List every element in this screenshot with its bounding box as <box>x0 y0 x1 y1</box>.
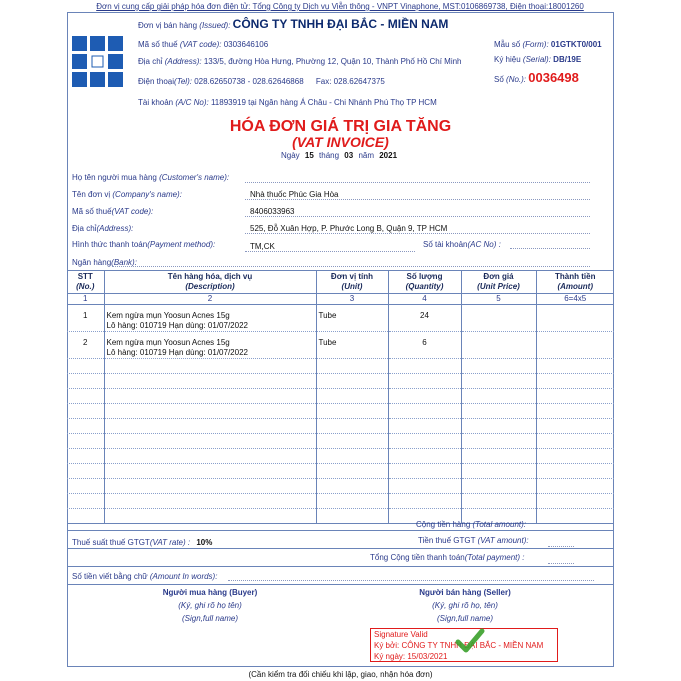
item-unit: Tube <box>316 332 388 359</box>
items-table <box>67 270 614 524</box>
empty-row <box>67 404 614 419</box>
item-lot: Lô hàng: 010719 Hạn dùng: 01/07/2022 <box>106 348 248 357</box>
empty-row <box>67 374 614 389</box>
buyer-account-label: Số tài khoản(AC No) : <box>423 240 501 249</box>
provider-note: Đơn vị cung cấp giải pháp hóa đơn điện tử: Tổng Công ty Dịch vụ Viễn thông - VNPT Vinaphone, MST:0106869738, Điện thoại:18001260 <box>96 2 584 11</box>
seller-account: Tài khoản (A/C No): 11893919 tại Ngân hàng Á Châu - Chi Nhánh Phú Thọ TP HCM <box>138 98 437 107</box>
buyer-sign-title: Người mua hàng (Buyer) <box>162 588 258 597</box>
item-quantity: 6 <box>388 332 461 359</box>
invoice-form: Mẫu số (Form): 01GTKT0/001 <box>494 40 602 49</box>
bottom-note: (Cần kiểm tra đối chiếu khi lập, giao, nhận hóa đơn) <box>248 670 433 679</box>
seller-sign-sub: (Ký, ghi rõ họ, tên) <box>432 601 498 610</box>
invoice-subtitle: (VAT INVOICE) <box>292 134 389 150</box>
seller-sign-sub-en: (Sign,full name) <box>436 614 494 623</box>
col-header-description: Tên hàng hóa, dịch vụ (Description) <box>104 271 316 294</box>
buyer-payment: TM,CK <box>250 242 275 251</box>
empty-row <box>67 389 614 404</box>
seller-phone: Điện thoại(Tel): 028.62650738 - 028.62646868 Fax: 028.62647375 <box>138 77 385 86</box>
divider <box>67 584 614 585</box>
divider <box>67 566 614 567</box>
buyer-name-line <box>245 182 590 183</box>
empty-row <box>67 449 614 464</box>
buyer-tax-line <box>245 216 590 217</box>
seller-address: Địa chỉ (Address): 133/5, đường Hòa Hưng, Phường 12, Quận 10, Thành Phố Hồ Chí Minh <box>138 57 462 66</box>
amount-words-line <box>228 580 594 581</box>
buyer-sign-sub: (Ký, ghi rõ họ tên) <box>178 601 242 610</box>
buyer-tax-code: 8406033963 <box>250 207 295 216</box>
seller-tax: Mã số thuế (VAT code): 0303646106 <box>138 40 269 49</box>
subtotal-label: Cộng tiền hàng (Total amount): <box>416 520 527 529</box>
total-line <box>548 563 574 564</box>
buyer-company: Nhà thuốc Phúc Gia Hòa <box>250 190 339 199</box>
empty-row <box>67 359 614 374</box>
invoice-date: Ngày 15 tháng 03 năm 2021 <box>280 151 398 160</box>
divider <box>67 530 614 531</box>
empty-row <box>67 419 614 434</box>
buyer-company-label: Tên đơn vị (Company's name): <box>72 190 182 199</box>
company-logo-icon <box>72 36 124 88</box>
buyer-name-label: Họ tên người mua hàng (Customer's name): <box>72 173 230 182</box>
buyer-payment-line <box>245 251 415 252</box>
seller-issued: Đơn vị bán hàng (Issued): CÔNG TY TNHH ĐẠI BẮC - MIỀN NAM <box>138 17 449 31</box>
item-quantity: 24 <box>388 305 461 332</box>
buyer-tax-label: Mã số thuế(VAT code): <box>72 207 154 216</box>
buyer-bank-line <box>112 266 590 267</box>
item-description: Kem ngừa mụn Yoosun Acnes 15g <box>106 338 230 347</box>
table-row: 2 Kem ngừa mụn Yoosun Acnes 15g Lô hàng: 010719 Hạn dùng: 01/07/2022 Tube 6 <box>67 332 614 359</box>
invoice-number: Số (No.): 0036498 <box>494 70 579 85</box>
table-header-row <box>67 271 614 294</box>
empty-row <box>67 479 614 494</box>
buyer-address: 525, Đỗ Xuân Hợp, P. Phước Long B, Quận 9, TP HCM <box>250 224 448 233</box>
buyer-sign-sub-en: (Sign,full name) <box>181 614 239 623</box>
divider <box>67 548 614 549</box>
item-lot: Lô hàng: 010719 Hạn dùng: 01/07/2022 <box>106 321 248 330</box>
buyer-company-line <box>245 199 590 200</box>
col-header-amount: Thành tiền (Amount) <box>536 271 614 294</box>
col-header-unit: Đơn vị tính (Unit) <box>316 271 388 294</box>
table-row: 1 Kem ngừa mụn Yoosun Acnes 15g Lô hàng: 010719 Hạn dùng: 01/07/2022 Tube 24 <box>67 305 614 332</box>
checkmark-icon <box>455 628 485 654</box>
seller-sign-title: Người bán hàng (Seller) <box>419 588 511 597</box>
col-header-no: STT (No.) <box>67 271 104 294</box>
empty-row <box>67 494 614 509</box>
buyer-payment-label: Hình thức thanh toán(Payment method): <box>72 240 216 249</box>
invoice-serial: Ký hiệu (Serial): DB/19E <box>494 55 582 64</box>
invoice-title: HÓA ĐƠN GIÁ TRỊ GIA TĂNG <box>229 118 452 135</box>
col-header-unit-price: Đơn giá (Unit Price) <box>461 271 536 294</box>
seller-company: CÔNG TY TNHH ĐẠI BẮC - MIỀN NAM <box>232 17 449 31</box>
amount-words-label: Số tiền viết bằng chữ (Amount In words): <box>72 572 218 581</box>
vat-amount-label: Tiền thuế GTGT (VAT amount): <box>418 536 529 545</box>
empty-row <box>67 509 614 524</box>
vat-amount-line <box>548 546 574 547</box>
empty-row <box>67 464 614 479</box>
column-number-row: 1 2 3 4 5 6=4x5 <box>67 294 614 305</box>
item-description: Kem ngừa mụn Yoosun Acnes 15g <box>106 311 230 320</box>
vat-rate: 10% <box>196 538 213 547</box>
signature-date: Ký ngày: 15/03/2021 <box>374 652 448 661</box>
buyer-address-line <box>245 233 590 234</box>
signature-valid: Signature Valid <box>374 630 428 639</box>
vat-rate-label: Thuế suất thuế GTGT(VAT rate) : 10% <box>72 538 213 547</box>
col-header-quantity: Số lượng (Quantity) <box>388 271 461 294</box>
total-label: Tổng Cộng tiền thanh toán(Total payment) : <box>370 553 525 562</box>
empty-row <box>67 434 614 449</box>
buyer-address-label: Địa chỉ(Address): <box>72 224 134 233</box>
item-unit: Tube <box>316 305 388 332</box>
buyer-bank-label: Ngân hàng(Bank): <box>72 258 137 267</box>
buyer-account-line <box>510 248 590 249</box>
signature-signed-by: Ký bởi: CÔNG TY TNHH ĐẠI BẮC - MIỀN NAM <box>374 641 544 650</box>
